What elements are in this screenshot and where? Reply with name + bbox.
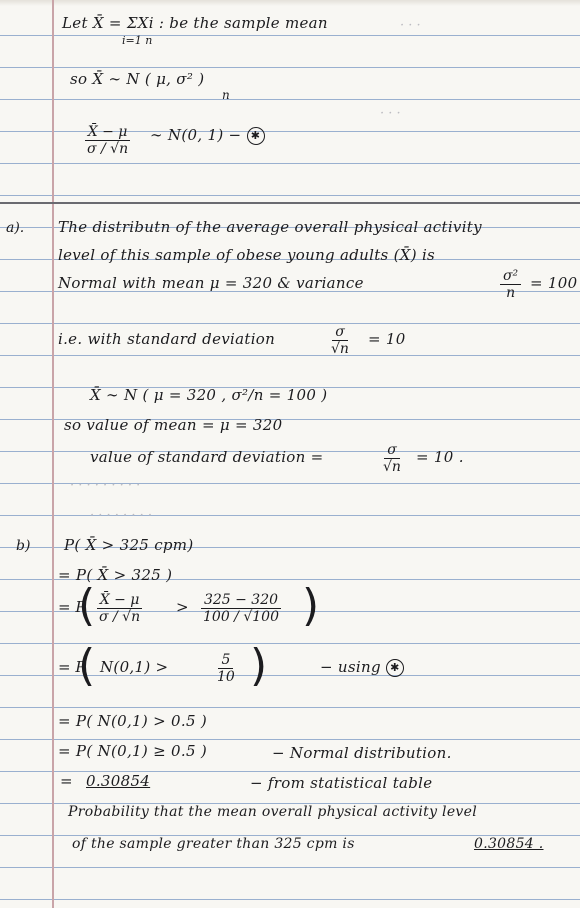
bleed-through-mark: · · · · · · · · ·	[70, 478, 141, 493]
intro-line-3-text: ∼ N(0, 1) −	[150, 126, 242, 144]
standardized-value-fraction	[200, 592, 282, 625]
part-a-line-4: i.e. with standard deviation	[58, 330, 276, 348]
part-b-line-4-note	[320, 658, 404, 677]
part-a-line-1: The distributn of the average overall physical activity	[58, 218, 482, 236]
fraction-denominator: σ / √n	[87, 141, 129, 157]
intro-line-1-sub: i=1 n	[122, 34, 153, 47]
part-b-line-3-prefix: = P	[58, 598, 86, 616]
fraction-numerator: X̄ − μ	[97, 592, 143, 609]
intro-standardize-fraction	[84, 124, 131, 157]
intro-line-3	[150, 126, 265, 145]
using-note-text: − using	[320, 658, 381, 676]
greater-than: >	[176, 598, 189, 616]
part-a-label: a).	[6, 220, 25, 236]
fraction-numerator: X̄ − μ	[85, 124, 131, 141]
fraction-denominator: √n	[383, 459, 401, 475]
sd-fraction	[328, 324, 352, 357]
fraction-denominator: 100 / √100	[203, 609, 279, 625]
part-a-line-7: value of standard deviation =	[90, 448, 324, 466]
part-b-line-1: P( X̄ > 325 cpm)	[64, 536, 194, 554]
part-a-line-6: so value of mean = μ = 320	[64, 416, 283, 434]
bleed-through-mark: · · ·	[400, 18, 421, 33]
fraction-numerator: σ	[384, 442, 400, 459]
fraction-numerator: 5	[218, 652, 233, 669]
fraction-denominator: 10	[217, 669, 235, 685]
right-paren: )	[250, 640, 268, 691]
part-b-line-5: = P( N(0,1) > 0.5 )	[58, 712, 208, 730]
part-b-line-7-note: − from statistical table	[250, 774, 433, 792]
part-b-line-4-prefix: = P	[58, 658, 86, 676]
part-a-line-5: X̄ ∼ N ( μ = 320 , σ²/n = 100 )	[90, 386, 328, 404]
part-a-line-2: level of this sample of obese young adults (X̄) is	[58, 246, 436, 264]
bleed-through-mark: · · ·	[380, 106, 401, 121]
part-a-line-3: Normal with mean μ = 320 & variance	[58, 274, 364, 292]
bleed-through-mark: · · · · · · · ·	[90, 508, 152, 523]
fraction-denominator: σ / √n	[99, 609, 141, 625]
part-b-line-6: = P( N(0,1) ≥ 0.5 )	[58, 742, 208, 760]
intro-line-1: Let X̄ = ΣXi : be the sample mean	[62, 14, 328, 32]
intro-line-2: so X̄ ∼ N ( μ, σ² )	[70, 70, 205, 88]
sd-fraction-2	[380, 442, 404, 475]
probability-value: 0.30854	[86, 772, 151, 790]
right-paren: )	[302, 580, 320, 631]
fraction-denominator: √n	[331, 341, 349, 357]
left-paren: (	[78, 640, 96, 691]
star-circle-icon: ✱	[386, 659, 404, 677]
part-b-line-4-mid: N(0,1) >	[100, 658, 169, 676]
conclusion-line-2: of the sample greater than 325 cpm is	[72, 836, 355, 852]
star-circle-icon: ✱	[247, 127, 265, 145]
part-b-label: b)	[16, 538, 31, 554]
part-a-line-3-tail: = 100	[530, 274, 578, 292]
fraction-denominator: n	[506, 285, 516, 301]
part-b-line-2: = P( X̄ > 325 )	[58, 566, 173, 584]
conclusion-value: 0.30854 .	[474, 836, 544, 852]
standardize-fraction	[96, 592, 143, 625]
ratio-fraction	[214, 652, 238, 685]
margin-line	[52, 0, 54, 908]
fraction-numerator: 325 − 320	[201, 592, 281, 609]
conclusion-line-1: Probability that the mean overall physical activity level	[68, 804, 477, 820]
part-a-line-7-tail: = 10 .	[416, 448, 464, 466]
part-b-line-7-prefix: =	[60, 772, 73, 790]
fraction-numerator: σ²	[500, 268, 521, 285]
part-a-line-4-tail: = 10	[368, 330, 406, 348]
intro-line-2-den: n	[222, 88, 230, 102]
part-b-line-6-note: − Normal distribution.	[272, 744, 452, 762]
section-divider	[0, 202, 580, 204]
variance-fraction	[500, 268, 521, 301]
left-paren: (	[78, 580, 96, 631]
fraction-numerator: σ	[332, 324, 348, 341]
page-fold	[0, 0, 580, 6]
